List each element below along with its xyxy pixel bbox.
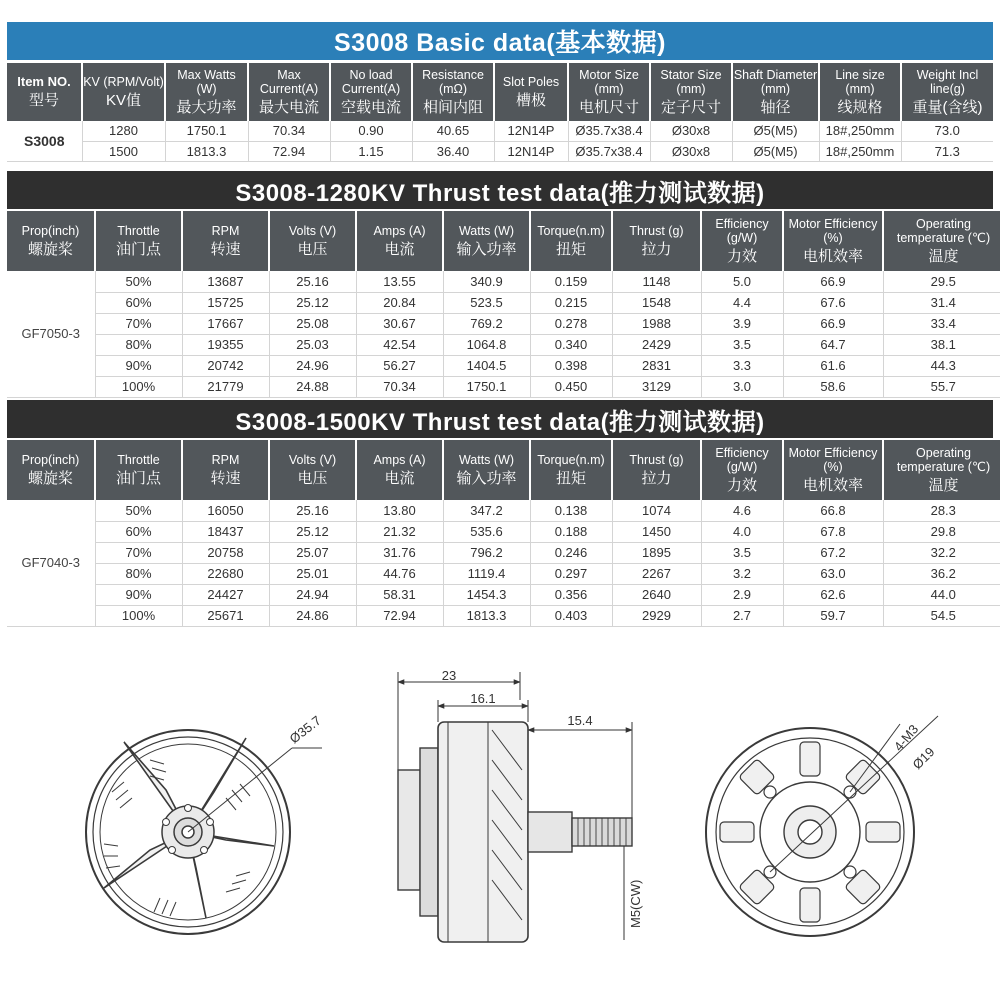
table-row xyxy=(7,355,1000,376)
column-header-zh: 轴径 xyxy=(760,98,791,116)
column-header-en: Prop(inch) xyxy=(21,453,80,468)
table-cell: 36.40 xyxy=(412,141,494,161)
table-cell: 1750.1 xyxy=(165,121,248,141)
column-header xyxy=(701,440,783,500)
table-cell: 0.403 xyxy=(530,605,612,626)
column-header-zh: 空载电流 xyxy=(340,98,401,116)
column-header xyxy=(901,63,993,121)
table-cell: 29.8 xyxy=(883,521,1000,542)
table-cell: 90% xyxy=(95,584,182,605)
table-cell: 1119.4 xyxy=(443,563,530,584)
column-header xyxy=(783,440,883,500)
table-cell: 44.3 xyxy=(883,355,1000,376)
table-cell: 100% xyxy=(95,376,182,397)
column-header-zh: 最大功率 xyxy=(176,98,237,116)
table-cell: 90% xyxy=(95,355,182,376)
table-cell: 17667 xyxy=(182,313,269,334)
table-cell: 73.0 xyxy=(901,121,993,141)
table-cell: 72.94 xyxy=(356,605,443,626)
column-header xyxy=(412,63,494,121)
table-cell: 796.2 xyxy=(443,542,530,563)
column-header-zh: 螺旋桨 xyxy=(27,469,73,487)
table-cell: 0.215 xyxy=(530,292,612,313)
table-cell: 769.2 xyxy=(443,313,530,334)
column-header-zh: KV值 xyxy=(105,91,141,109)
table-cell: 2640 xyxy=(612,584,701,605)
table-cell: 2.9 xyxy=(701,584,783,605)
table-cell: 0.278 xyxy=(530,313,612,334)
table-row xyxy=(7,141,993,161)
column-header-en: Stator Size (mm) xyxy=(660,68,722,97)
column-header-en: Max Current(A) xyxy=(259,68,319,97)
thrust-1280-header-row xyxy=(7,211,1000,271)
table-cell: 24.88 xyxy=(269,376,356,397)
column-header-zh: 转速 xyxy=(210,240,241,258)
column-header xyxy=(819,63,901,121)
column-header xyxy=(7,211,95,271)
prop-cell: GF7050-3 xyxy=(7,271,95,397)
table-cell: 25.01 xyxy=(269,563,356,584)
table-cell: 12N14P xyxy=(494,141,568,161)
column-header-zh: 油门点 xyxy=(115,469,161,487)
table-cell: 0.138 xyxy=(530,500,612,521)
table-cell: 0.90 xyxy=(330,121,412,141)
table-row xyxy=(7,584,1000,605)
table-cell: 2929 xyxy=(612,605,701,626)
column-header-en: Efficiency (g/W) xyxy=(715,446,769,475)
table-cell: 12N14P xyxy=(494,121,568,141)
table-cell: 21779 xyxy=(182,376,269,397)
column-header-zh: 电压 xyxy=(297,240,328,258)
column-header-en: Thrust (g) xyxy=(629,224,684,239)
table-cell: 28.3 xyxy=(883,500,1000,521)
table-cell: 64.7 xyxy=(783,334,883,355)
table-cell: 5.0 xyxy=(701,271,783,292)
column-header-zh: 电流 xyxy=(384,469,415,487)
table-row xyxy=(7,500,1000,521)
column-header-en: Motor Efficiency (%) xyxy=(788,446,878,475)
column-header xyxy=(568,63,650,121)
table-cell: 16050 xyxy=(182,500,269,521)
table-cell: 1064.8 xyxy=(443,334,530,355)
column-header-zh: 温度 xyxy=(928,247,959,265)
column-header xyxy=(269,440,356,500)
column-header-zh: 扭矩 xyxy=(555,469,586,487)
table-cell: 1548 xyxy=(612,292,701,313)
overall-length-label: 23 xyxy=(441,668,457,683)
table-cell: 70.34 xyxy=(248,121,330,141)
table-cell: 20742 xyxy=(182,355,269,376)
column-header xyxy=(165,63,248,121)
table-cell: 60% xyxy=(95,292,182,313)
table-cell: 44.76 xyxy=(356,563,443,584)
table-cell: 1404.5 xyxy=(443,355,530,376)
table-cell: 13.55 xyxy=(356,271,443,292)
table-cell: 1454.3 xyxy=(443,584,530,605)
table-cell: 67.6 xyxy=(783,292,883,313)
column-header-zh: 槽极 xyxy=(515,91,546,109)
table-cell: 32.2 xyxy=(883,542,1000,563)
table-cell: 0.398 xyxy=(530,355,612,376)
thrust-1280-table xyxy=(7,211,1000,398)
table-cell: 535.6 xyxy=(443,521,530,542)
table-row xyxy=(7,334,1000,355)
table-cell: 67.8 xyxy=(783,521,883,542)
table-cell: 66.9 xyxy=(783,271,883,292)
table-cell: Ø30x8 xyxy=(650,121,732,141)
table-cell: 1813.3 xyxy=(443,605,530,626)
column-header-en: Torque(n.m) xyxy=(537,453,605,468)
table-cell: 59.7 xyxy=(783,605,883,626)
column-header xyxy=(883,211,1000,271)
column-header-en: Volts (V) xyxy=(288,453,337,468)
table-cell: 0.356 xyxy=(530,584,612,605)
column-header xyxy=(443,440,530,500)
table-cell: 40.65 xyxy=(412,121,494,141)
shaft-length-label: 15.4 xyxy=(567,713,593,728)
table-cell: 0.188 xyxy=(530,521,612,542)
table-cell: 3.0 xyxy=(701,376,783,397)
table-cell: 13.80 xyxy=(356,500,443,521)
column-header-en: Motor Size (mm) xyxy=(579,68,639,97)
table-cell: 25.16 xyxy=(269,500,356,521)
column-header-en: Efficiency (g/W) xyxy=(715,217,769,246)
table-cell: 1895 xyxy=(612,542,701,563)
table-cell: 1988 xyxy=(612,313,701,334)
column-header xyxy=(95,211,182,271)
column-header xyxy=(612,211,701,271)
column-header xyxy=(530,211,612,271)
table-row xyxy=(7,605,1000,626)
body-length-label: 16.1 xyxy=(470,691,496,706)
table-cell: 1148 xyxy=(612,271,701,292)
column-header-en: Operating temperature (℃) xyxy=(896,446,991,475)
table-cell: 0.297 xyxy=(530,563,612,584)
column-header-zh: 扭矩 xyxy=(555,240,586,258)
column-header xyxy=(7,63,82,121)
table-cell: 0.340 xyxy=(530,334,612,355)
table-row xyxy=(7,313,1000,334)
table-cell: 347.2 xyxy=(443,500,530,521)
column-header-zh: 力效 xyxy=(726,476,757,494)
column-header-zh: 转速 xyxy=(210,469,241,487)
table-cell: 25.16 xyxy=(269,271,356,292)
column-header-en: Line size (mm) xyxy=(835,68,885,97)
table-cell: 3.9 xyxy=(701,313,783,334)
column-header xyxy=(356,440,443,500)
column-header-zh: 油门点 xyxy=(115,240,161,258)
column-header-en: Max Watts (W) xyxy=(177,68,236,97)
table-cell: 24.86 xyxy=(269,605,356,626)
column-header-en: Amps (A) xyxy=(373,453,426,468)
motor-technical-drawing xyxy=(0,640,1000,1000)
table-cell: 2429 xyxy=(612,334,701,355)
column-header xyxy=(701,211,783,271)
column-header-en: Prop(inch) xyxy=(21,224,80,239)
table-cell: 3129 xyxy=(612,376,701,397)
table-cell: 72.94 xyxy=(248,141,330,161)
column-header-en: Weight Incl line(g) xyxy=(916,68,979,97)
table-cell: 20758 xyxy=(182,542,269,563)
table-cell: 24.96 xyxy=(269,355,356,376)
table-cell: 4.6 xyxy=(701,500,783,521)
column-header-zh: 线规格 xyxy=(837,98,883,116)
table-cell: 33.4 xyxy=(883,313,1000,334)
column-header xyxy=(530,440,612,500)
table-row xyxy=(7,292,1000,313)
table-cell: 50% xyxy=(95,500,182,521)
thrust-1500-table xyxy=(7,440,1000,627)
table-cell: 4.0 xyxy=(701,521,783,542)
basic-data-banner: S3008 Basic data(基本数据) xyxy=(7,22,993,60)
column-header-zh: 重量(含线) xyxy=(912,98,983,116)
table-cell: 31.76 xyxy=(356,542,443,563)
table-cell: 29.5 xyxy=(883,271,1000,292)
column-header-zh: 输入功率 xyxy=(456,240,517,258)
column-header xyxy=(732,63,819,121)
table-cell: 25.12 xyxy=(269,292,356,313)
table-cell: 1.15 xyxy=(330,141,412,161)
column-header-en: Item NO. xyxy=(17,73,71,89)
front-view xyxy=(86,730,322,934)
thrust-1500-banner: S3008-1500KV Thrust test data(推力测试数据) xyxy=(7,400,993,438)
column-header-en: Shaft Diameter (mm) xyxy=(733,68,818,97)
table-cell: 18#,250mm xyxy=(819,141,901,161)
table-cell: 80% xyxy=(95,563,182,584)
column-header xyxy=(330,63,412,121)
table-cell: 71.3 xyxy=(901,141,993,161)
table-cell: 18#,250mm xyxy=(819,121,901,141)
column-header-en: Thrust (g) xyxy=(629,453,684,468)
column-header-zh: 电机尺寸 xyxy=(578,98,639,116)
column-header-en: Slot Poles xyxy=(502,75,560,90)
column-header xyxy=(356,211,443,271)
table-cell: 1500 xyxy=(82,141,165,161)
column-header xyxy=(650,63,732,121)
table-cell: 31.4 xyxy=(883,292,1000,313)
table-cell: 15725 xyxy=(182,292,269,313)
table-cell: 1750.1 xyxy=(443,376,530,397)
table-cell: 42.54 xyxy=(356,334,443,355)
table-cell: 62.6 xyxy=(783,584,883,605)
model-cell: S3008 xyxy=(7,121,82,161)
column-header-en: Operating temperature (℃) xyxy=(896,217,991,246)
mount-holes-label: 4-M3 xyxy=(890,721,922,754)
column-header-en: RPM xyxy=(211,224,240,239)
table-cell: 1280 xyxy=(82,121,165,141)
column-header xyxy=(82,63,165,121)
column-header-zh: 力效 xyxy=(726,247,757,265)
column-header xyxy=(612,440,701,500)
table-cell: 20.84 xyxy=(356,292,443,313)
table-row xyxy=(7,542,1000,563)
table-cell: 67.2 xyxy=(783,542,883,563)
table-cell: 70% xyxy=(95,313,182,334)
table-cell: 58.31 xyxy=(356,584,443,605)
column-header-zh: 拉力 xyxy=(641,240,672,258)
table-cell: 54.5 xyxy=(883,605,1000,626)
table-cell: 25.08 xyxy=(269,313,356,334)
column-header-zh: 拉力 xyxy=(641,469,672,487)
table-cell: 3.5 xyxy=(701,542,783,563)
table-cell: 21.32 xyxy=(356,521,443,542)
table-row xyxy=(7,271,1000,292)
column-header-en: Resistance (mΩ) xyxy=(422,68,484,97)
column-header xyxy=(182,211,269,271)
column-header-en: Volts (V) xyxy=(288,224,337,239)
table-cell: 61.6 xyxy=(783,355,883,376)
table-row xyxy=(7,376,1000,397)
table-cell: 3.2 xyxy=(701,563,783,584)
table-cell: 1450 xyxy=(612,521,701,542)
column-header-en: Torque(n.m) xyxy=(537,224,605,239)
column-header xyxy=(494,63,568,121)
table-cell: 66.8 xyxy=(783,500,883,521)
column-header-zh: 螺旋桨 xyxy=(27,240,73,258)
table-cell: Ø35.7x38.4 xyxy=(568,141,650,161)
table-cell: 2.7 xyxy=(701,605,783,626)
table-cell: 3.5 xyxy=(701,334,783,355)
table-cell: Ø5(M5) xyxy=(732,141,819,161)
column-header xyxy=(443,211,530,271)
column-header-en: Watts (W) xyxy=(458,224,515,239)
thrust-1280-banner: S3008-1280KV Thrust test data(推力测试数据) xyxy=(7,171,993,209)
column-header-zh: 相间内阻 xyxy=(422,98,483,116)
table-cell: 80% xyxy=(95,334,182,355)
table-cell: 56.27 xyxy=(356,355,443,376)
column-header xyxy=(7,440,95,500)
table-cell: 0.246 xyxy=(530,542,612,563)
table-cell: 13687 xyxy=(182,271,269,292)
table-cell: 2267 xyxy=(612,563,701,584)
table-cell: Ø35.7x38.4 xyxy=(568,121,650,141)
table-cell: 66.9 xyxy=(783,313,883,334)
table-cell: 58.6 xyxy=(783,376,883,397)
table-cell: 24427 xyxy=(182,584,269,605)
table-cell: 50% xyxy=(95,271,182,292)
table-cell: 340.9 xyxy=(443,271,530,292)
table-cell: 25.12 xyxy=(269,521,356,542)
table-cell: 1074 xyxy=(612,500,701,521)
column-header-en: Motor Efficiency (%) xyxy=(788,217,878,246)
column-header xyxy=(269,211,356,271)
column-header-zh: 定子尺寸 xyxy=(660,98,721,116)
table-cell: 25.07 xyxy=(269,542,356,563)
table-cell: 38.1 xyxy=(883,334,1000,355)
column-header-en: Throttle xyxy=(117,224,160,239)
column-header-en: No load Current(A) xyxy=(341,68,401,97)
table-cell: 3.3 xyxy=(701,355,783,376)
column-header-zh: 型号 xyxy=(28,91,59,109)
table-cell: 19355 xyxy=(182,334,269,355)
table-cell: 24.94 xyxy=(269,584,356,605)
table-cell: 30.67 xyxy=(356,313,443,334)
table-cell: 55.7 xyxy=(883,376,1000,397)
table-cell: 4.4 xyxy=(701,292,783,313)
column-header xyxy=(182,440,269,500)
prop-cell: GF7040-3 xyxy=(7,500,95,626)
column-header-en: Amps (A) xyxy=(373,224,426,239)
column-header-zh: 电机效率 xyxy=(802,476,863,494)
column-header-zh: 输入功率 xyxy=(456,469,517,487)
column-header xyxy=(883,440,1000,500)
table-cell: 36.2 xyxy=(883,563,1000,584)
table-cell: 70% xyxy=(95,542,182,563)
table-row xyxy=(7,121,993,141)
table-cell: 22680 xyxy=(182,563,269,584)
column-header-zh: 最大电流 xyxy=(258,98,319,116)
table-cell: 100% xyxy=(95,605,182,626)
side-view xyxy=(398,722,632,942)
column-header-zh: 电压 xyxy=(297,469,328,487)
column-header-en: Watts (W) xyxy=(458,453,515,468)
table-cell: 44.0 xyxy=(883,584,1000,605)
table-cell: 60% xyxy=(95,521,182,542)
table-cell: 1813.3 xyxy=(165,141,248,161)
table-row xyxy=(7,563,1000,584)
table-cell: 523.5 xyxy=(443,292,530,313)
table-cell: 25.03 xyxy=(269,334,356,355)
mount-circle-label: Ø19 xyxy=(909,744,938,773)
table-cell: 0.159 xyxy=(530,271,612,292)
table-cell: 63.0 xyxy=(783,563,883,584)
column-header xyxy=(783,211,883,271)
table-cell: 18437 xyxy=(182,521,269,542)
table-cell: 0.450 xyxy=(530,376,612,397)
column-header-en: Throttle xyxy=(117,453,160,468)
column-header-zh: 电流 xyxy=(384,240,415,258)
column-header-zh: 电机效率 xyxy=(802,247,863,265)
table-cell: Ø5(M5) xyxy=(732,121,819,141)
basic-header-row xyxy=(7,63,993,121)
front-diameter-label: Ø35.7 xyxy=(286,712,324,747)
thrust-1500-header-row xyxy=(7,440,1000,500)
column-header-zh: 温度 xyxy=(928,476,959,494)
table-cell: 70.34 xyxy=(356,376,443,397)
column-header-en: KV (RPM/Volt) xyxy=(83,75,164,90)
table-row xyxy=(7,521,1000,542)
table-cell: 25671 xyxy=(182,605,269,626)
table-cell: Ø30x8 xyxy=(650,141,732,161)
column-header xyxy=(248,63,330,121)
basic-data-table xyxy=(7,63,993,162)
table-cell: 2831 xyxy=(612,355,701,376)
shaft-thread-label: M5(CW) xyxy=(628,879,643,928)
column-header xyxy=(95,440,182,500)
column-header-en: RPM xyxy=(211,453,240,468)
